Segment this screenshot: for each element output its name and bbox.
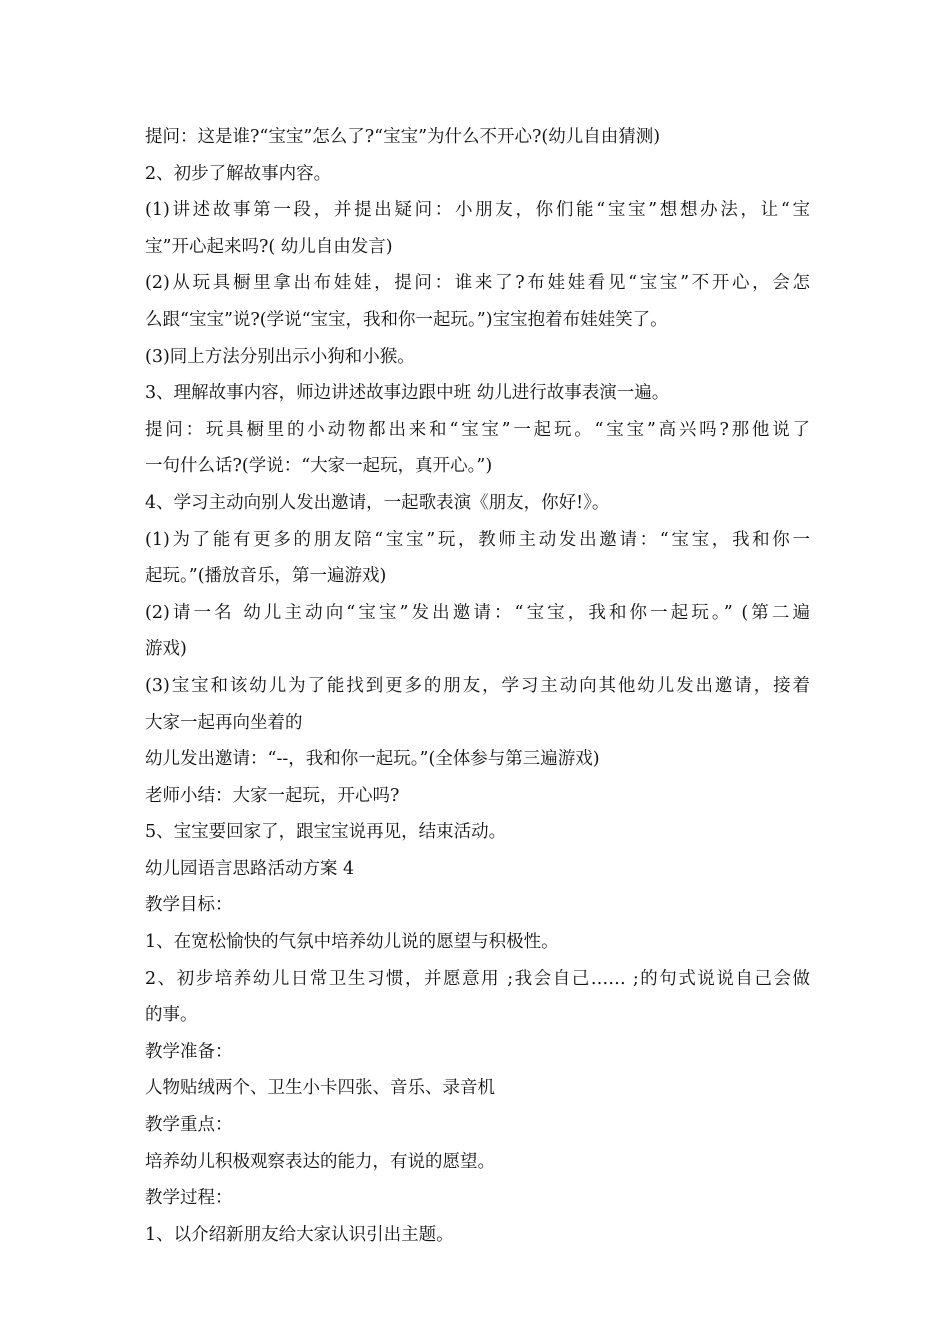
text-line: 2、初步培养幼儿日常卫生习惯，并愿意用 ;我会自己…… ;的句式说说自己会做 <box>145 968 810 989</box>
text-line: 么跟“宝宝”说?(学说“宝宝，我和你一起玩。”)宝宝抱着布娃娃笑了。 <box>145 309 668 330</box>
text-line: 教学目标： <box>145 895 233 916</box>
text-line: 提问：这是谁?“宝宝”怎么了?“宝宝”为什么不开心?(幼儿自由猜测) <box>145 127 661 147</box>
text-line: 3、理解故事内容，师边讲述故事边跟中班 幼儿进行故事表演一遍。 <box>145 383 670 404</box>
text-line: 一句什么话?(学说：“大家一起玩，真开心。”) <box>145 456 493 477</box>
text-line: 教学重点： <box>145 1115 233 1136</box>
text-line: (3)同上方法分别出示小狗和小猴。 <box>145 346 415 367</box>
text-line: 老师小结：大家一起玩，开心吗? <box>145 785 400 806</box>
text-line: 教学过程： <box>145 1188 233 1209</box>
text-line: 提问：玩具橱里的小动物都出来和“宝宝”一起玩。“宝宝”高兴吗?那他说了 <box>145 419 810 440</box>
text-line: 游戏) <box>145 639 187 660</box>
text-line: (1)讲述故事第一段，并提出疑问：小朋友，你们能“宝宝”想想办法，让“宝 <box>145 200 810 221</box>
text-line: 培养幼儿积极观察表达的能力，有说的愿望。 <box>145 1151 495 1172</box>
text-line: 1、在宽松愉快的气氛中培养幼儿说的愿望与积极性。 <box>145 932 559 953</box>
text-line: 2、初步了解故事内容。 <box>145 163 332 184</box>
text-line: (3)宝宝和该幼儿为了能找到更多的朋友，学习主动向其他幼儿发出邀请，接着 <box>145 675 810 696</box>
text-line: 的事。 <box>145 1005 198 1026</box>
text-line: 人物贴绒两个、卫生小卡四张、音乐、录音机 <box>145 1078 495 1099</box>
text-line: 1、以介绍新朋友给大家认识引出主题。 <box>145 1224 454 1245</box>
text-line: 幼儿园语言思路活动方案 4 <box>145 858 355 879</box>
text-line: (2)从玩具橱里拿出布娃娃，提问：谁来了?布娃娃看见“宝宝”不开心，会怎 <box>145 273 810 294</box>
document-body <box>145 119 810 1253</box>
text-line: (2)请一名 幼儿主动向“宝宝”发出邀请：“宝宝，我和你一起玩。” (第二遍 <box>145 602 810 623</box>
text-line: 幼儿发出邀请：“--，我和你一起玩。”(全体参与第三遍游戏) <box>145 749 600 770</box>
text-line: 宝”开心起来吗?( 幼儿自由发言) <box>145 236 393 257</box>
text-line: 5、宝宝要回家了，跟宝宝说再见，结束活动。 <box>145 822 507 843</box>
text-line: 4、学习主动向别人发出邀请，一起歌表演《朋友，你好!》。 <box>145 492 610 513</box>
text-line: 起玩。”(播放音乐，第一遍游戏) <box>145 566 387 587</box>
text-line: (1)为了能有更多的朋友陪“宝宝”玩，教师主动发出邀请：“宝宝，我和你一 <box>145 529 810 550</box>
text-line: 大家一起再向坐着的 <box>145 712 303 733</box>
text-line: 教学准备： <box>145 1041 233 1062</box>
